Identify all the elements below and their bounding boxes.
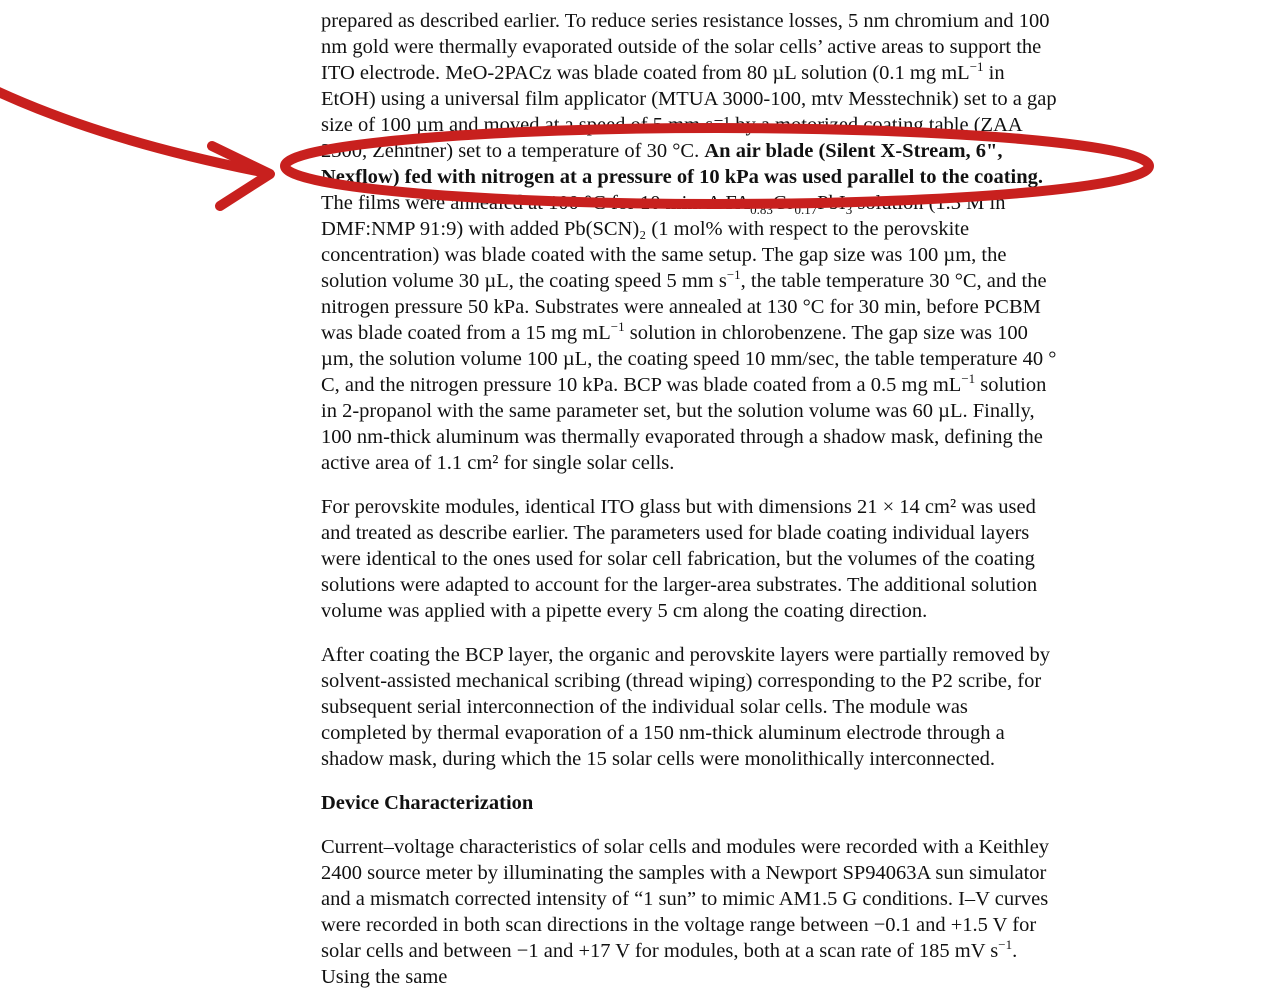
text-line: DMF:NMP 91:9) with added Pb(SCN)₂ (1 mol% with respect to the perovskite	[321, 218, 970, 240]
text-line: active area of 1.1 cm² for single solar cells.	[321, 452, 675, 474]
text-line: were recorded in both scan directions in the voltage range between −0.1 and +1.5 V for	[321, 914, 1037, 936]
text-line: subsequent serial interconnection of the individual solar cells. The module was	[321, 696, 968, 718]
text-line: solar cells and between −1 and +17 V for modules, both at a scan rate of 185 mV $s^{-1}$.	[321, 937, 1018, 962]
section-heading: Device Characterization	[321, 792, 534, 814]
paragraph-modules	[321, 494, 1121, 624]
text-line: For perovskite modules, identical ITO glass but with dimensions 21 × 14 cm² was used	[321, 496, 1036, 518]
text-line: in 2-propanol with the same parameter set, but the solution volume was 60 µL. Finally,	[321, 400, 1035, 422]
text-line: µm, the solution volume 100 µL, the coating speed 10 mm/sec, the table temperature 40 °	[321, 348, 1057, 370]
text-line: C, and the nitrogen pressure 10 kPa. BCP was blade coated from a 0.5 mg $mL^{-1}$ solution	[321, 371, 1047, 396]
text-line: prepared as described earlier. To reduce series resistance losses, 5 nm chromium and 100	[321, 10, 1050, 32]
text-line: The films were annealed at 100 °C for 10 min. A $FA_{0.83}Cs_{0.17}PbI_3$ solution (1.3 M in	[321, 192, 1006, 218]
paragraph-characterization	[321, 834, 1121, 990]
text-line: nitrogen pressure 50 kPa. Substrates were annealed at 130 °C for 30 min, before PCBM	[321, 296, 1041, 318]
paragraph-fabrication	[321, 8, 1121, 476]
text-line: nm gold were thermally evaporated outside of the solar cells’ active areas to support the	[321, 36, 1042, 58]
document-page	[321, 8, 1121, 1008]
text-line: and a mismatch corrected intensity of “1 sun” to mimic AM1.5 G conditions. I–V curves	[321, 888, 1049, 910]
text-line: volume was applied with a pipette every 5 cm along the coating direction.	[321, 600, 928, 622]
arrow-shaft	[0, 88, 262, 172]
arrow-head-icon	[212, 146, 270, 206]
text-line: solutions were adapted to account for the larger-area substrates. The additional solution	[321, 574, 1038, 596]
text-line: shadow mask, during which the 15 solar cells were monolithically interconnected.	[321, 748, 996, 770]
text-line: solution volume 30 µL, the coating speed 5 mm $s^{-1}$, the table temperature 30 °C, and the	[321, 267, 1047, 292]
highlighted-text: Nexflow) fed with nitrogen at a pressure of 10 kPa was used parallel to the coating.	[321, 166, 1044, 188]
text-line: concentration) was blade coated with the same setup. The gap size was 100 µm, the	[321, 244, 1007, 266]
text-line: was blade coated from a 15 mg $mL^{-1}$ solution in chlorobenzene. The gap size was 100	[321, 319, 1028, 344]
text-line: Using the same	[321, 966, 448, 988]
text-line: 100 nm-thick aluminum was thermally evaporated through a shadow mask, defining the	[321, 426, 1043, 448]
paragraph-scribing	[321, 642, 1121, 772]
text-line: Current–voltage characteristics of solar cells and modules were recorded with a Keithley	[321, 836, 1050, 858]
highlighted-text: An air blade (Silent X-Stream, 6",	[704, 140, 1003, 162]
text-line: EtOH) using a universal film applicator (MTUA 3000-100, mtv Messtechnik) set to a gap	[321, 88, 1057, 110]
text-line: size of 100 µm and moved at a speed of 5 mm s⁻¹ by a motorized coating table (ZAA	[321, 114, 1023, 136]
text-line: 2400 source meter by illuminating the samples with a Newport SP94063A sun simulator	[321, 862, 1047, 884]
text-line: and treated as describe earlier. The parameters used for blade coating individual layers	[321, 522, 1030, 544]
text-line: After coating the BCP layer, the organic and perovskite layers were partially removed by	[321, 644, 1050, 666]
text-line: 2300, Zehntner) set to a temperature of 30 °C. An air blade (Silent X-Stream, 6",	[321, 140, 1003, 162]
text-line: completed by thermal evaporation of a 150 nm-thick aluminum electrode through a	[321, 722, 1005, 744]
text-line: ITO electrode. MeO-2PACz was blade coated from 80 µL solution (0.1 mg $mL^{-1}$ in	[321, 59, 1005, 84]
text-line: were identical to the ones used for solar cell fabrication, but the volumes of the coating	[321, 548, 1035, 570]
text-line: solvent-assisted mechanical scribing (thread wiping) corresponding to the P2 scribe, for	[321, 670, 1042, 692]
